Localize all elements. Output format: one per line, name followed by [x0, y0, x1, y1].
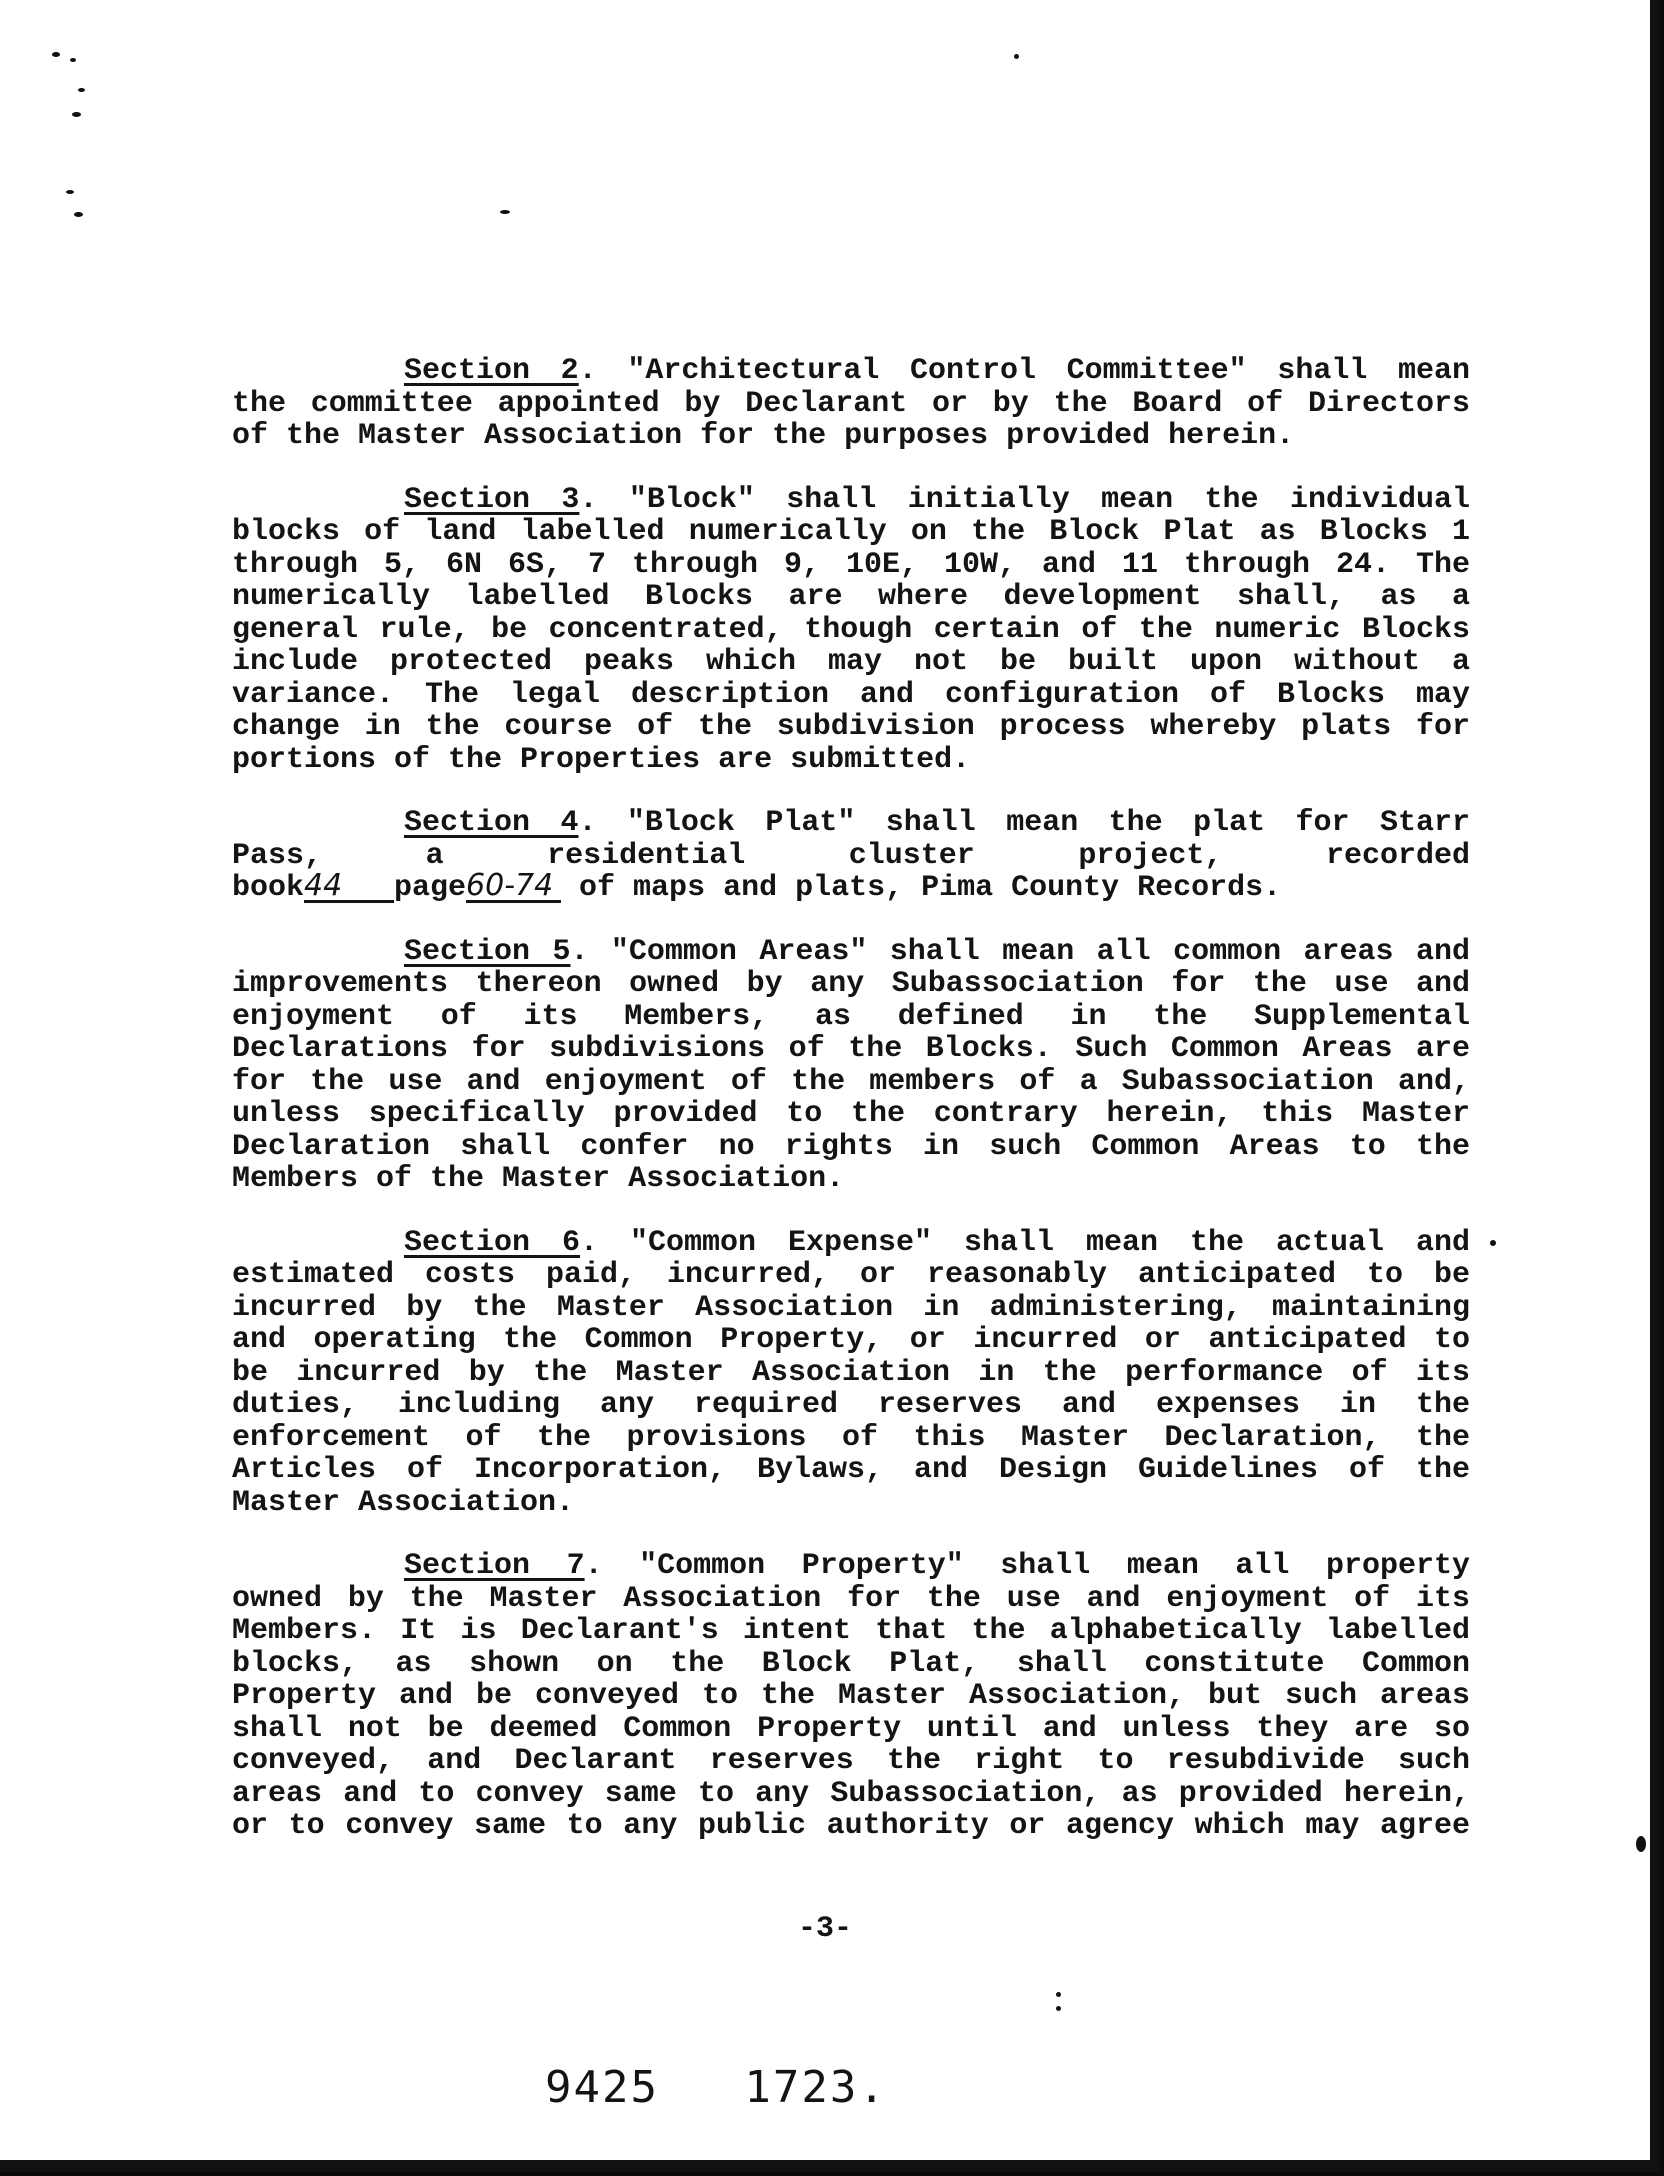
section-5 [232, 936, 1470, 1196]
text-line: variance. The legal description and configuration of Blocks may [232, 677, 1470, 712]
section-first-line: Section 7. "Common Property" shall mean all property [404, 1549, 1470, 1583]
text-line: estimated costs paid, incurred, or reasonably anticipated to be [232, 1258, 1470, 1292]
scan-speck [1056, 1992, 1061, 1997]
text-line: owned by the Master Association for the use and enjoyment of its [232, 1581, 1470, 1616]
text-line: Articles of Incorporation, Bylaws, and Design Guidelines of the [232, 1453, 1470, 1487]
scan-speck [500, 210, 510, 214]
text-line: numerically labelled Blocks are where development shall, as a [232, 580, 1470, 614]
text-line: for the use and enjoyment of the members of a Subassociation and, [232, 1064, 1470, 1099]
section-first-line: Section 2. "Architectural Control Committee" shall mean [404, 354, 1470, 388]
scan-speck [78, 88, 85, 92]
text-line: Master Association. [232, 1485, 575, 1520]
text-line: change in the course of the subdivision process whereby plats for [232, 710, 1470, 744]
section-label: Section 6 [404, 1225, 581, 1260]
text-line: Members of the Master Association. [232, 1162, 845, 1196]
section-7 [232, 1550, 1470, 1843]
text-line: Property and be conveyed to the Master Association, but such areas [232, 1679, 1470, 1713]
scan-speck [66, 190, 74, 194]
section-label: Section 4 [404, 806, 579, 840]
scan-speck [70, 58, 76, 62]
scan-speck [1014, 54, 1019, 59]
text-line: Members. It is Declarant's intent that the alphabetically labelled [232, 1614, 1470, 1648]
section-label: Section 5 [404, 934, 571, 969]
text-line: and operating the Common Property, or incurred or anticipated to [232, 1323, 1470, 1357]
page-number: -3- [797, 1912, 852, 1946]
text-line: be incurred by the Master Association in the performance of its [232, 1355, 1470, 1390]
text-line: shall not be deemed Common Property until and unless they are so [232, 1711, 1470, 1746]
text-line: incurred by the Master Association in administering, maintaining [232, 1290, 1470, 1325]
text-line: enforcement of the provisions of this Master Declaration, the [232, 1420, 1470, 1455]
text-line: improvements thereon owned by any Subassociation for the use and [232, 967, 1470, 1001]
section-first-line: Section 6. "Common Expense" shall mean the actual and [404, 1225, 1470, 1260]
text-line: duties, including any required reserves and expenses in the [232, 1388, 1470, 1422]
section-label: Section 2 [404, 354, 579, 388]
section-first-line: Section 5. "Common Areas" shall mean all common areas and [404, 934, 1470, 969]
text-line: enjoyment of its Members, as defined in the Supplemental [232, 999, 1470, 1034]
scan-speck [1636, 1836, 1646, 1852]
text-line: through 5, 6N 6S, 7 through 9, 10E, 10W, and 11 through 24. The [232, 547, 1470, 582]
section-label: Section 7 [404, 1549, 585, 1583]
handwritten-page-number: 60-74 [466, 872, 561, 903]
text-line: areas and to convey same to any Subassociation, as provided herein, [232, 1776, 1470, 1811]
scan-speck [1490, 1240, 1496, 1246]
section-4 [232, 807, 1470, 905]
scan-speck [74, 212, 83, 217]
scan-speck [72, 112, 81, 117]
text-line: portions of the Properties are submitted. [232, 742, 971, 777]
text-line: Pass, a residential cluster project, recorded [232, 838, 1470, 873]
text-line: the committee appointed by Declarant or by the Board of Directors [232, 386, 1470, 421]
document-body [232, 355, 1470, 1874]
book-reference-line: book44 page60-74 of maps and plats, Pima County Records. [232, 868, 1282, 905]
text-line: blocks of land labelled numerically on the Block Plat as Blocks 1 [232, 515, 1470, 549]
text-line: general rule, be concentrated, though certain of the numeric Blocks [232, 612, 1470, 647]
handwritten-book-number: 44 [304, 872, 394, 903]
section-2 [232, 355, 1470, 453]
section-6 [232, 1227, 1470, 1520]
text-line: of the Master Association for the purposes provided herein. [232, 419, 1295, 453]
text-line: blocks, as shown on the Block Plat, shall constitute Common [232, 1646, 1470, 1681]
section-label: Section 3 [404, 482, 580, 517]
text-line: unless specifically provided to the contrary herein, this Master [232, 1097, 1470, 1131]
recording-stamp: 9425 1723. [545, 2062, 887, 2113]
section-first-line: Section 4. "Block Plat" shall mean the plat for Starr [404, 806, 1470, 840]
text-line: include protected peaks which may not be built upon without a [232, 645, 1470, 679]
scan-speck [1056, 2006, 1061, 2011]
text-line: Declarations for subdivisions of the Blocks. Such Common Areas are [232, 1032, 1470, 1066]
text-line: conveyed, and Declarant reserves the right to resubdivide such [232, 1744, 1470, 1778]
text-line: or to convey same to any public authority or agency which may agree [232, 1809, 1470, 1843]
scan-speck [52, 52, 60, 57]
text-line: Declaration shall confer no rights in such Common Areas to the [232, 1129, 1470, 1164]
section-first-line: Section 3. "Block" shall initially mean the individual [404, 482, 1470, 517]
section-3 [232, 484, 1470, 777]
